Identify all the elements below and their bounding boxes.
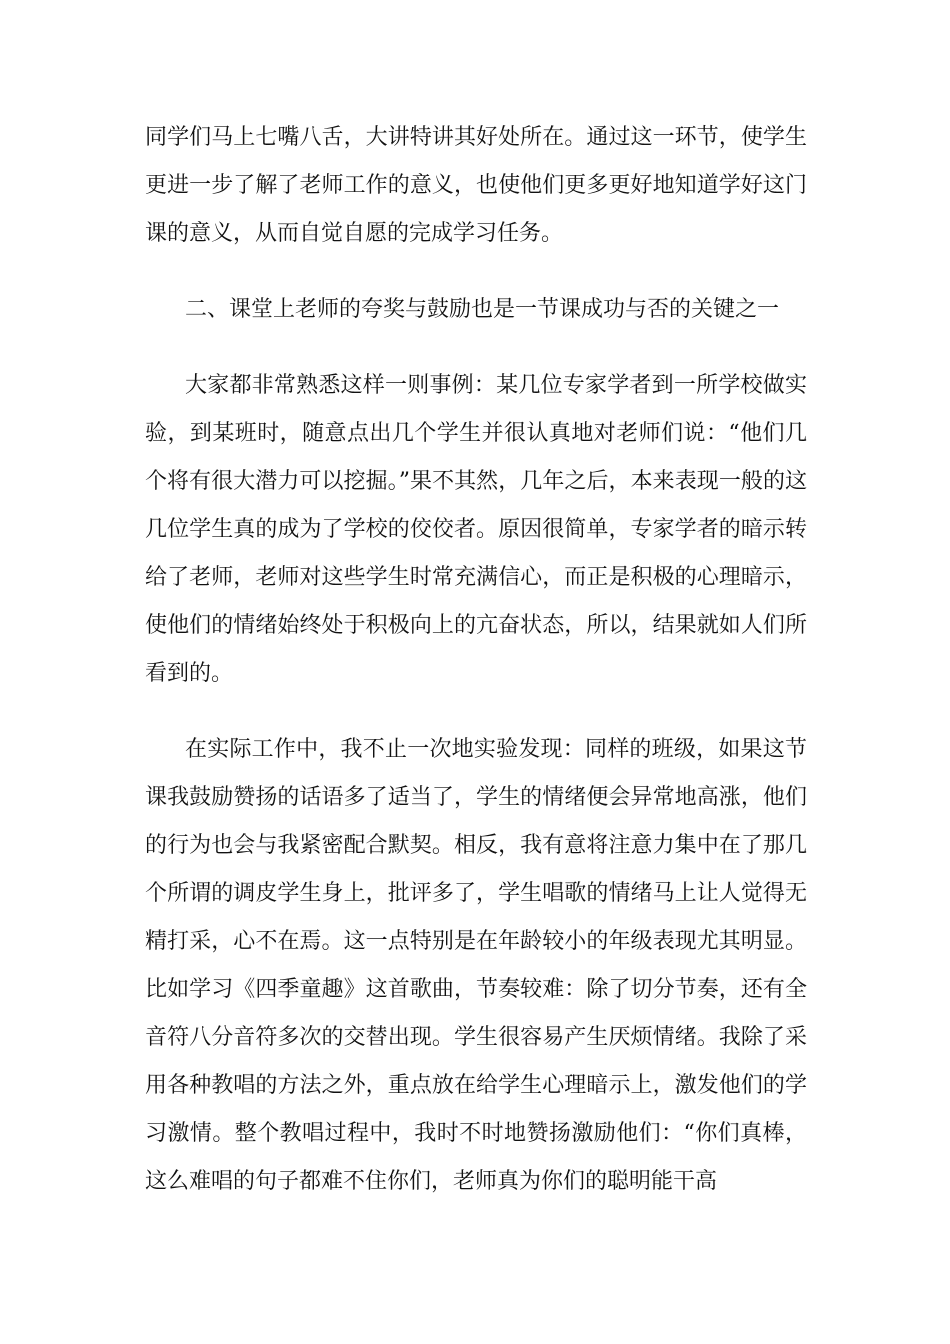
paragraph-1: 同学们马上七嘴八舌，大讲特讲其好处所在。通过这一环节，使学生更进一步了解了老师工作的意义，也使他们更多更好地知道学好这门课的意义，从而自觉自愿的完成学习任务。 bbox=[145, 125, 807, 246]
paragraph-gap bbox=[145, 334, 807, 362]
document-body bbox=[145, 114, 807, 1206]
paragraph-gap bbox=[145, 258, 807, 286]
paragraph-3: 在实际工作中，我不止一次地实验发现：同样的班级，如果这节课我鼓励赞扬的话语多了适当了，学生的情绪便会异常地高涨，他们的行为也会与我紧密配合默契。相反，我有意将注意力集中在了那几个所谓的调皮学生身上，批评多了，学生唱歌的情绪马上让人觉得无精打采，心不在焉。这一点特别是在年龄较小的年级表现尤其明显。比如学习《四季童趣》这首歌曲，节奏较难：除了切分节奏，还有全音符八分音符多次的交替出现。学生很容易产生厌烦情绪。我除了采用各种教唱的方法之外，重点放在给学生心理暗示上，激发他们的学习激情。整个教唱过程中，我时不时地赞扬激励他们：“你们真棒，这么难唱的句子都难不住你们，老师真为你们的聪明能干高 bbox=[145, 737, 807, 1194]
paragraph-2: 大家都非常熟悉这样一则事例：某几位专家学者到一所学校做实验，到某班时，随意点出几个学生并很认真地对老师们说：“他们几个将有很大潜力可以挖掘。”果不其然，几年之后，本来表现一般的这几位学生真的成为了学校的佼佼者。原因很简单，专家学者的暗示转给了老师，老师对这些学生时常充满信心，而正是积极的心理暗示，使他们的情绪始终处于积极向上的亢奋状态，所以，结果就如人们所看到的。 bbox=[145, 373, 807, 686]
paragraph-gap bbox=[145, 698, 807, 726]
section-heading: 二、课堂上老师的夸奖与鼓励也是一节课成功与否的关键之一 bbox=[185, 297, 780, 322]
